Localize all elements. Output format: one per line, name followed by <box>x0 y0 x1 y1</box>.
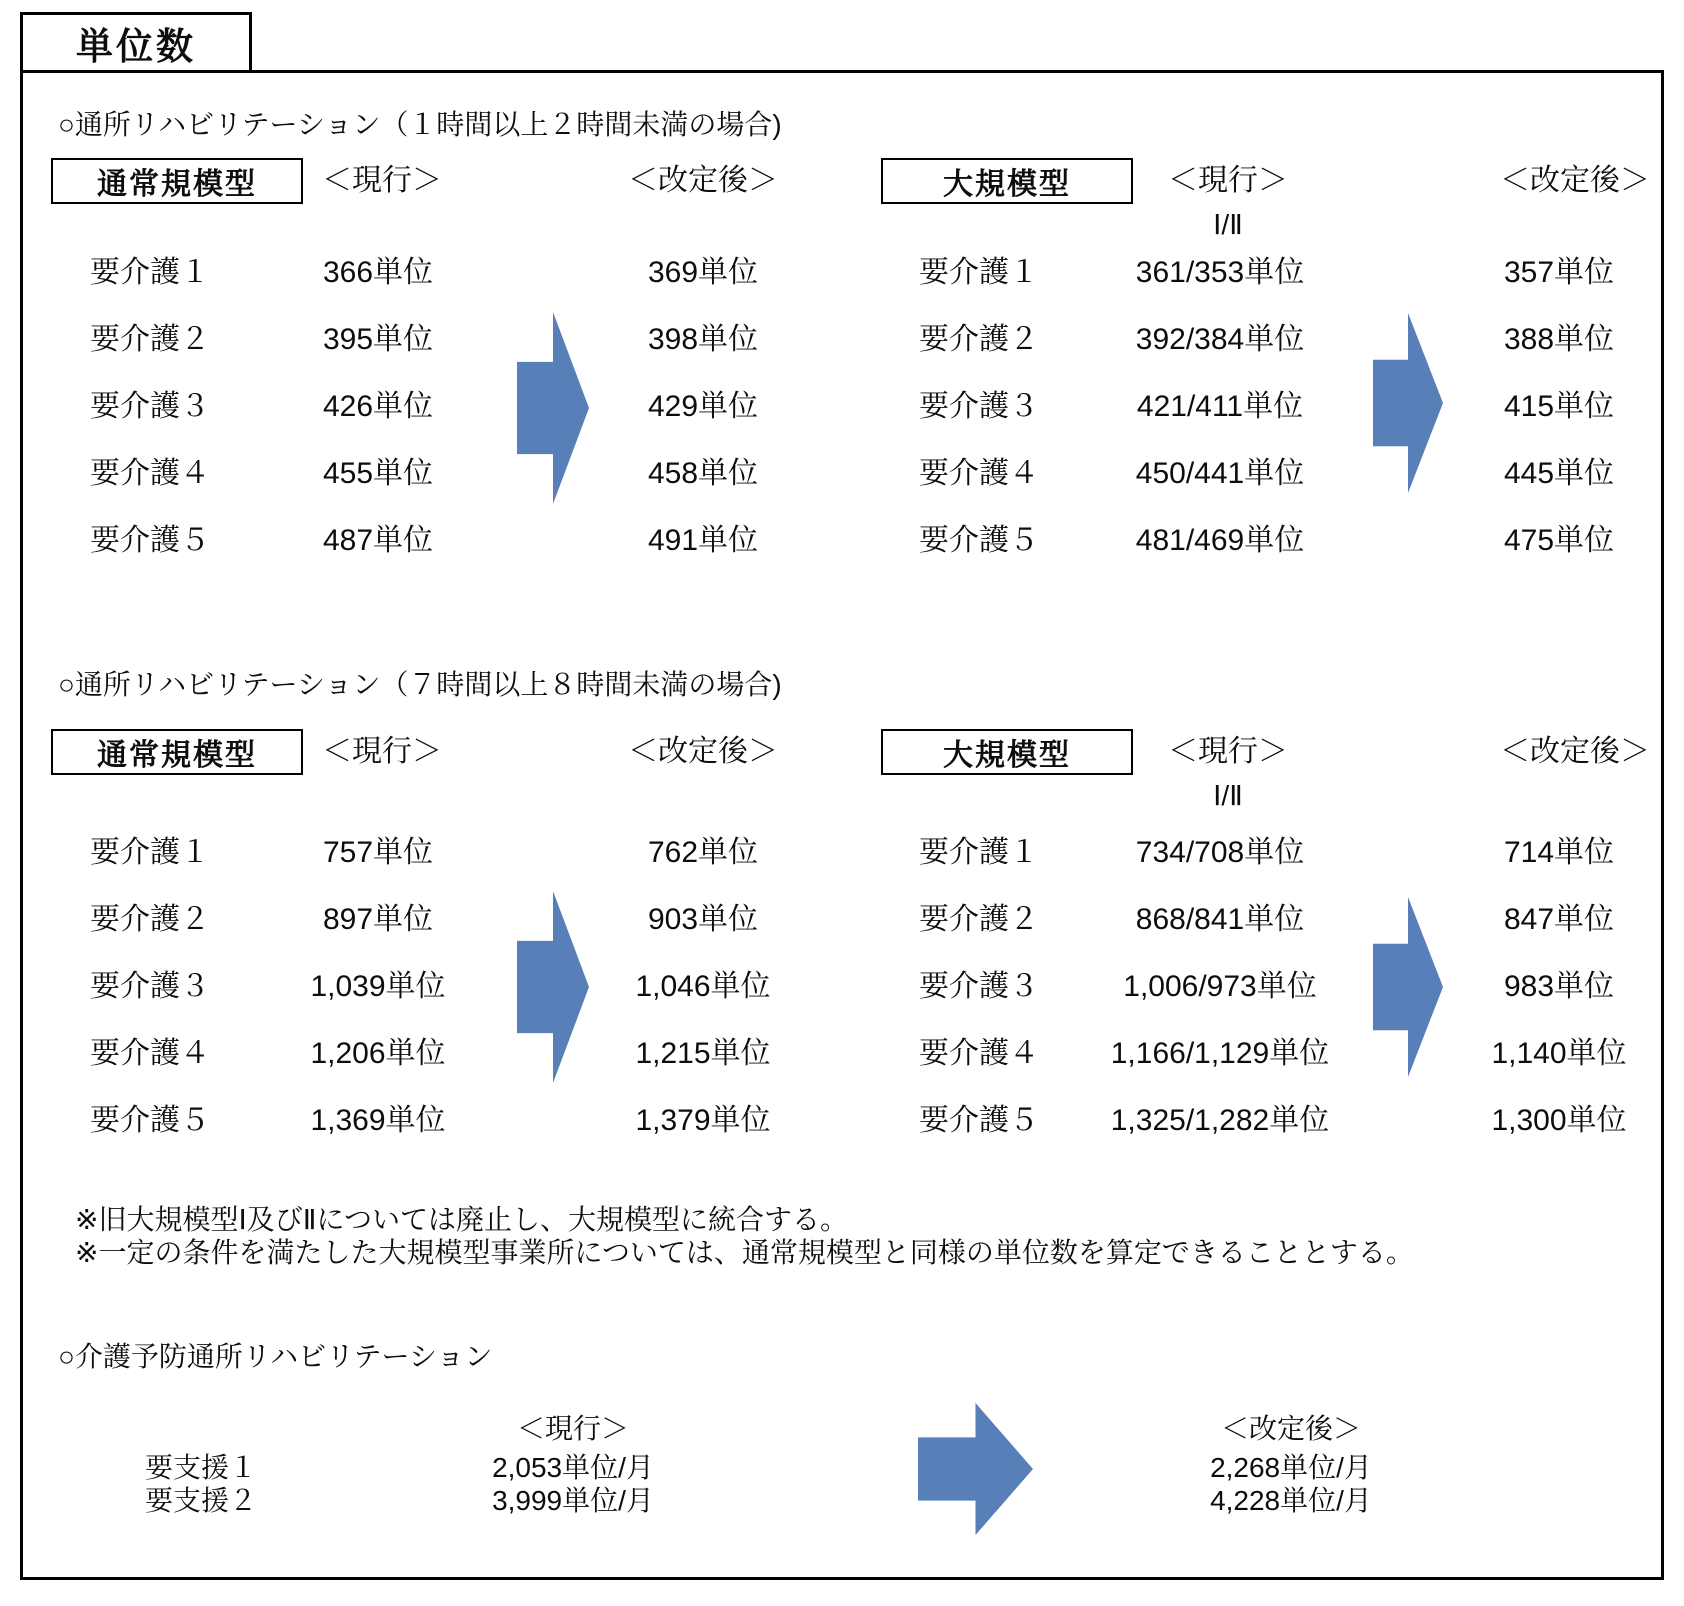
care-level-label: 要介護１ <box>90 836 210 869</box>
table-row <box>23 1451 1661 1485</box>
care-level-label: 要介護５ <box>90 524 210 557</box>
care-level-label: 要介護４ <box>919 457 1039 490</box>
care-level-label: 要介護１ <box>919 256 1039 289</box>
revised-value: 398単位 <box>647 323 759 356</box>
care-level-label: 要介護５ <box>919 524 1039 557</box>
current-value: 1,325/1,282単位 <box>1110 1104 1330 1137</box>
care-level-label: 要介護４ <box>90 1037 210 1070</box>
revised-value: 762単位 <box>647 836 759 869</box>
current-value: 1,166/1,129単位 <box>1110 1037 1330 1070</box>
current-value: 1,006/973単位 <box>1123 970 1317 1003</box>
prevention-revised-header: ＜改定後＞ <box>1220 1413 1361 1444</box>
care-level-label: 要介護４ <box>919 1037 1039 1070</box>
care-level-label: 要介護３ <box>919 970 1039 1003</box>
section2-large-revised-header: ＜改定後＞ <box>1500 735 1650 768</box>
support-level-label: 要支援１ <box>145 1452 258 1483</box>
table-row <box>23 1101 1661 1141</box>
prevention-heading: ○介護予防通所リハビリテーション <box>58 1341 493 1372</box>
revised-value: 2,268単位/月 <box>1210 1452 1372 1483</box>
care-level-label: 要介護５ <box>919 1104 1039 1137</box>
table-row <box>23 521 1661 561</box>
section1-large-current-header: ＜現行＞ <box>1168 164 1288 197</box>
revised-value: 369単位 <box>647 256 759 289</box>
right-arrow-shape <box>1373 897 1443 1077</box>
care-level-label: 要介護３ <box>90 970 210 1003</box>
revised-value: 903単位 <box>647 903 759 936</box>
current-value: 366単位 <box>322 256 434 289</box>
section2-normal-current-header: ＜現行＞ <box>322 735 442 768</box>
revised-value: 491単位 <box>647 524 759 557</box>
revised-value: 714単位 <box>1503 836 1615 869</box>
right-arrow-icon <box>517 312 589 504</box>
table-row <box>23 253 1661 293</box>
section2-large-scale-box: 大規模型 <box>881 729 1133 775</box>
right-arrow-icon <box>918 1403 1033 1535</box>
care-level-label: 要介護１ <box>90 256 210 289</box>
current-value: 361/353単位 <box>1135 256 1305 289</box>
revised-value: 983単位 <box>1503 970 1615 1003</box>
section1-heading: ○通所リハビリテーション（１時間以上２時間未満の場合) <box>58 109 782 140</box>
right-arrow-shape <box>918 1403 1033 1535</box>
current-value: 487単位 <box>322 524 434 557</box>
section1-large-scale-box: 大規模型 <box>881 158 1133 204</box>
current-value: 868/841単位 <box>1135 903 1305 936</box>
section2-heading: ○通所リハビリテーション（７時間以上８時間未満の場合) <box>58 669 782 700</box>
section2-large-sub-header: Ⅰ/Ⅱ <box>1213 780 1243 811</box>
care-level-label: 要介護２ <box>90 323 210 356</box>
current-value: 2,053単位/月 <box>492 1452 654 1483</box>
care-level-label: 要介護３ <box>90 390 210 423</box>
current-value: 421/411単位 <box>1136 390 1304 423</box>
section2-large-current-header: ＜現行＞ <box>1168 735 1288 768</box>
current-value: 1,369単位 <box>310 1104 446 1137</box>
right-arrow-icon <box>1373 313 1443 493</box>
revised-value: 388単位 <box>1503 323 1615 356</box>
prevention-current-header: ＜現行＞ <box>516 1413 629 1444</box>
revised-value: 1,046単位 <box>635 970 771 1003</box>
document-frame <box>20 70 1664 1580</box>
section2-normal-scale-box: 通常規模型 <box>51 729 303 775</box>
current-value: 395単位 <box>322 323 434 356</box>
revised-value: 1,215単位 <box>635 1037 771 1070</box>
care-level-label: 要介護２ <box>919 903 1039 936</box>
right-arrow-icon <box>1373 897 1443 1077</box>
note-line-1: ※旧大規模型Ⅰ及びⅡについては廃止し、大規模型に統合する。 <box>75 1204 848 1235</box>
section1-normal-current-header: ＜現行＞ <box>322 164 442 197</box>
current-value: 757単位 <box>322 836 434 869</box>
current-value: 1,206単位 <box>310 1037 446 1070</box>
current-value: 481/469単位 <box>1135 524 1305 557</box>
current-value: 1,039単位 <box>310 970 446 1003</box>
section1-normal-revised-header: ＜改定後＞ <box>628 164 778 197</box>
current-value: 450/441単位 <box>1135 457 1305 490</box>
section1-large-sub-header: Ⅰ/Ⅱ <box>1213 209 1243 240</box>
support-level-label: 要支援２ <box>145 1485 258 1516</box>
note-line-2: ※一定の条件を満たした大規模型事業所については、通常規模型と同様の単位数を算定できることとする。 <box>75 1237 1414 1268</box>
current-value: 734/708単位 <box>1135 836 1305 869</box>
revised-value: 847単位 <box>1503 903 1615 936</box>
revised-value: 1,300単位 <box>1491 1104 1627 1137</box>
current-value: 392/384単位 <box>1135 323 1305 356</box>
page-title: 単位数 <box>20 12 252 73</box>
care-level-label: 要介護２ <box>919 323 1039 356</box>
current-value: 455単位 <box>322 457 434 490</box>
care-level-label: 要介護４ <box>90 457 210 490</box>
right-arrow-shape <box>517 891 589 1083</box>
right-arrow-icon <box>517 891 589 1083</box>
section1-large-revised-header: ＜改定後＞ <box>1500 164 1650 197</box>
revised-value: 1,140単位 <box>1491 1037 1627 1070</box>
table-row <box>23 1484 1661 1518</box>
revised-value: 458単位 <box>647 457 759 490</box>
current-value: 3,999単位/月 <box>492 1485 654 1516</box>
right-arrow-shape <box>517 312 589 504</box>
revised-value: 475単位 <box>1503 524 1615 557</box>
section1-normal-scale-box: 通常規模型 <box>51 158 303 204</box>
revised-value: 429単位 <box>647 390 759 423</box>
care-level-label: 要介護２ <box>90 903 210 936</box>
current-value: 897単位 <box>322 903 434 936</box>
care-level-label: 要介護１ <box>919 836 1039 869</box>
care-level-label: 要介護３ <box>919 390 1039 423</box>
revised-value: 4,228単位/月 <box>1210 1485 1372 1516</box>
revised-value: 415単位 <box>1503 390 1615 423</box>
current-value: 426単位 <box>322 390 434 423</box>
care-level-label: 要介護５ <box>90 1104 210 1137</box>
right-arrow-shape <box>1373 313 1443 493</box>
section2-normal-revised-header: ＜改定後＞ <box>628 735 778 768</box>
revised-value: 357単位 <box>1503 256 1615 289</box>
revised-value: 1,379単位 <box>635 1104 771 1137</box>
table-row <box>23 833 1661 873</box>
revised-value: 445単位 <box>1503 457 1615 490</box>
